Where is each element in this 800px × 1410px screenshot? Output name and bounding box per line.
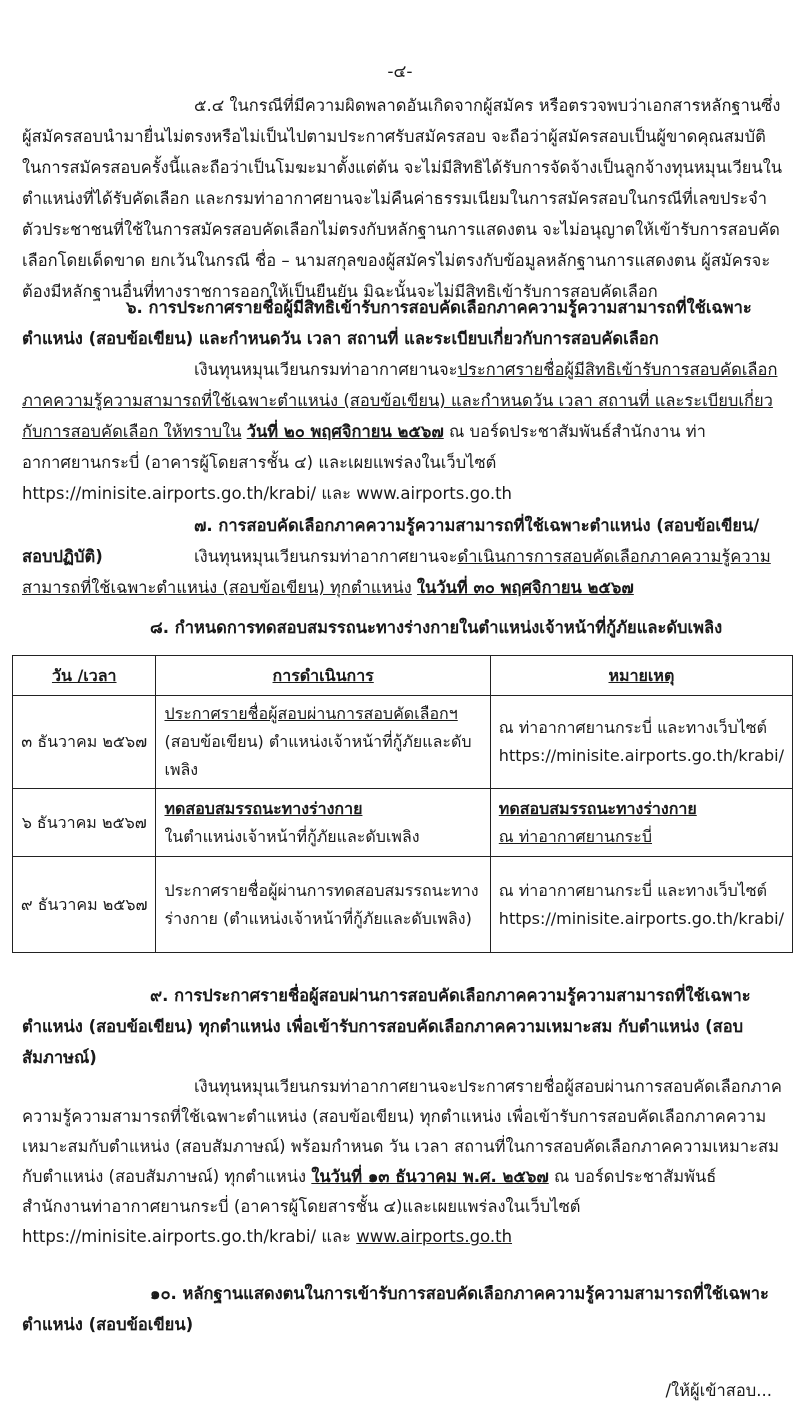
section-6-underlined: ประกาศรายชื่อผู้มีสิทธิเข้ารับการสอบคัดเลือกภาคความรู้ความสามารถที่ใช้เฉพาะตำแหน่ง (สอบข้อเขียน) และกำหนดวัน เวลา สถานที่ และระเบียบเกี่ยวกับการสอบคัดเลือก ให้ทราบใน	[22, 360, 778, 441]
paragraph-5-4: ๕.๔ ในกรณีที่มีความผิดพลาดอันเกิดจากผู้สมัคร หรือตรวจพบว่าเอกสารหลักฐานซึ่งผู้สมัครสอบนำมายื่นไม่ตรงหรือไม่เป็นไปตามประกาศรับสมัครสอบ จะถือว่าผู้สมัครสอบเป็นผู้ขาดคุณสมบัติในการสมัครสอบครั้งนี้และถือว่าเป็นโมฆะมาตั้งแต่ต้น จะไม่มีสิทธิได้รับการจัดจ้างเป็นลูกจ้างทุนหมุนเวียนในตำแหน่งที่ได้รับคัดเลือก และกรมท่าอากาศยานจะไม่คืนค่าธรรมเนียมในการสมัครสอบในกรณีที่เลขประจำตัวประชาชนที่ใช้ในการสมัครสอบคัดเลือกไม่ตรงกับหลักฐานการแสดงตน จะไม่อนุญาตให้เข้ารับการสอบคัดเลือกโดยเด็ดขาด ยกเว้นในกรณี ชื่อ – นามสกุลของผู้สมัครไม่ตรงกับข้อมูลหลักฐานการแสดงตน ผู้สมัครจะต้องมีหลักฐานอื่นที่ทางราชการออกให้เป็นยืนยัน มิฉะนั้นจะไม่มีสิทธิเข้ารับการสอบคัดเลือก	[22, 96, 783, 301]
section-6-rest: ณ บอร์ดประชาสัมพันธ์สำนักงาน ท่าอากาศยานกระบี่ (อาคารผู้โดยสารชั้น ๔) และเผยแพร่ลงในเว็บไซต์ https://minisite.airports.go.th/krabi/ และ www.airports.go.th	[22, 422, 706, 503]
section-6-heading: ๖. การประกาศรายชื่อผู้มีสิทธิเข้ารับการสอบคัดเลือกภาคความรู้ความสามารถที่ใช้เฉพาะตำแหน่ง (สอบข้อเขียน) และกำหนดวัน เวลา สถานที่ และระเบียบเกี่ยวกับการสอบคัดเลือก	[22, 298, 752, 348]
schedule-table	[12, 655, 793, 953]
table-row	[13, 857, 793, 953]
website-link[interactable]: www.airports.go.th	[356, 1227, 513, 1246]
section-9-rest: ณ บอร์ดประชาสัมพันธ์สำนักงานท่าอากาศยานกระบี่ (อาคารผู้โดยสารชั้น ๔)และเผยแพร่ลงในเว็บไซต์ https://minisite.airports.go.th/krabi/ และ	[22, 1167, 717, 1246]
row-remark: ณ ท่าอากาศยานกระบี่ และทางเว็บไซต์ https://minisite.airports.go.th/krabi/	[490, 696, 792, 789]
row-date: ๙ ธันวาคม ๒๕๖๗	[13, 857, 156, 953]
header-date: วัน /เวลา	[13, 656, 156, 696]
section-10-heading: ๑๐. หลักฐานแสดงตนในการเข้ารับการสอบคัดเลือกภาคความรู้ความสามารถที่ใช้เฉพาะตำแหน่ง (สอบข้อเขียน)	[22, 1284, 769, 1334]
row-action: ประกาศรายชื่อผู้สอบผ่านการสอบคัดเลือกฯ (สอบข้อเขียน) ตำแหน่งเจ้าหน้าที่กู้ภัยและดับเพลิง	[156, 696, 490, 789]
row-remark: ณ ท่าอากาศยานกระบี่ และทางเว็บไซต์ https://minisite.airports.go.th/krabi/	[490, 857, 792, 953]
section-7-date: ในวันที่ ๓๐ พฤศจิกายน ๒๕๖๗	[417, 578, 634, 597]
section-9-heading: ๙. การประกาศรายชื่อผู้สอบผ่านการสอบคัดเลือกภาคความรู้ความสามารถที่ใช้เฉพาะตำแหน่ง (สอบข้อเขียน) ทุกตำแหน่ง เพื่อเข้ารับการสอบคัดเลือกภาคความเหมาะสม กับตำแหน่ง (สอบสัมภาษณ์)	[22, 986, 751, 1067]
header-remark: หมายเหตุ	[490, 656, 792, 696]
table-row	[13, 789, 793, 857]
section-7-intro: เงินทุนหมุนเวียนกรมท่าอากาศยานจะ	[194, 547, 458, 566]
section-6-date: วันที่ ๒๐ พฤศจิกายน ๒๕๖๗	[246, 422, 444, 441]
section-7-underlined: ดำเนินการการสอบคัดเลือกภาคความรู้ความสามารถที่ใช้เฉพาะตำแหน่ง (สอบข้อเขียน) ทุกตำแหน่ง	[22, 547, 771, 597]
section-9-body	[22, 1072, 784, 1252]
table-header-row	[13, 656, 793, 696]
section-7-heading: ๗. การสอบคัดเลือกภาคความรู้ความสามารถที่ใช้เฉพาะตำแหน่ง (สอบข้อเขียน/สอบปฏิบัติ)	[22, 516, 760, 566]
page-number: -๔-	[387, 62, 413, 82]
row-date: ๓ ธันวาคม ๒๕๖๗	[13, 696, 156, 789]
table-row	[13, 696, 793, 789]
continuation-text: /ให้ผู้เข้าสอบ...	[665, 1381, 772, 1400]
header-action: การดำเนินการ	[156, 656, 490, 696]
section-6-intro: เงินทุนหมุนเวียนกรมท่าอากาศยานจะ	[194, 360, 458, 379]
row-date: ๖ ธันวาคม ๒๕๖๗	[13, 789, 156, 857]
section-8-heading: ๘. กำหนดการทดสอบสมรรถนะทางร่างกายในตำแหน่งเจ้าหน้าที่กู้ภัยและดับเพลิง	[150, 618, 723, 637]
section-6-body	[22, 354, 784, 509]
row-action: ทดสอบสมรรถนะทางร่างกาย ในตำแหน่งเจ้าหน้าที่กู้ภัยและดับเพลิง	[156, 789, 490, 857]
section-9-intro: เงินทุนหมุนเวียนกรมท่าอากาศยานจะประกาศรายชื่อผู้สอบผ่านการสอบคัดเลือกภาคความรู้ความสามารถที่ใช้เฉพาะตำแหน่ง (สอบข้อเขียน) ทุกตำแหน่ง เพื่อเข้ารับการสอบคัดเลือกภาคความเหมาะสมกับตำแหน่ง (สอบสัมภาษณ์) พร้อมกำหนด วัน เวลา สถานที่ในการสอบคัดเลือกภาคความเหมาะสมกับตำแหน่ง (สอบสัมภาษณ์) ทุกตำแหน่ง	[22, 1077, 782, 1186]
row-remark: ทดสอบสมรรถนะทางร่างกาย ณ ท่าอากาศยานกระบี่	[490, 789, 792, 857]
section-7-body	[22, 541, 784, 603]
section-9-date: ในวันที่ ๑๓ ธันวาคม พ.ศ. ๒๕๖๗	[311, 1167, 549, 1186]
row-action: ประกาศรายชื่อผู้ผ่านการทดสอบสมรรถนะทางร่างกาย (ตำแหน่งเจ้าหน้าที่กู้ภัยและดับเพลิง)	[156, 857, 490, 953]
